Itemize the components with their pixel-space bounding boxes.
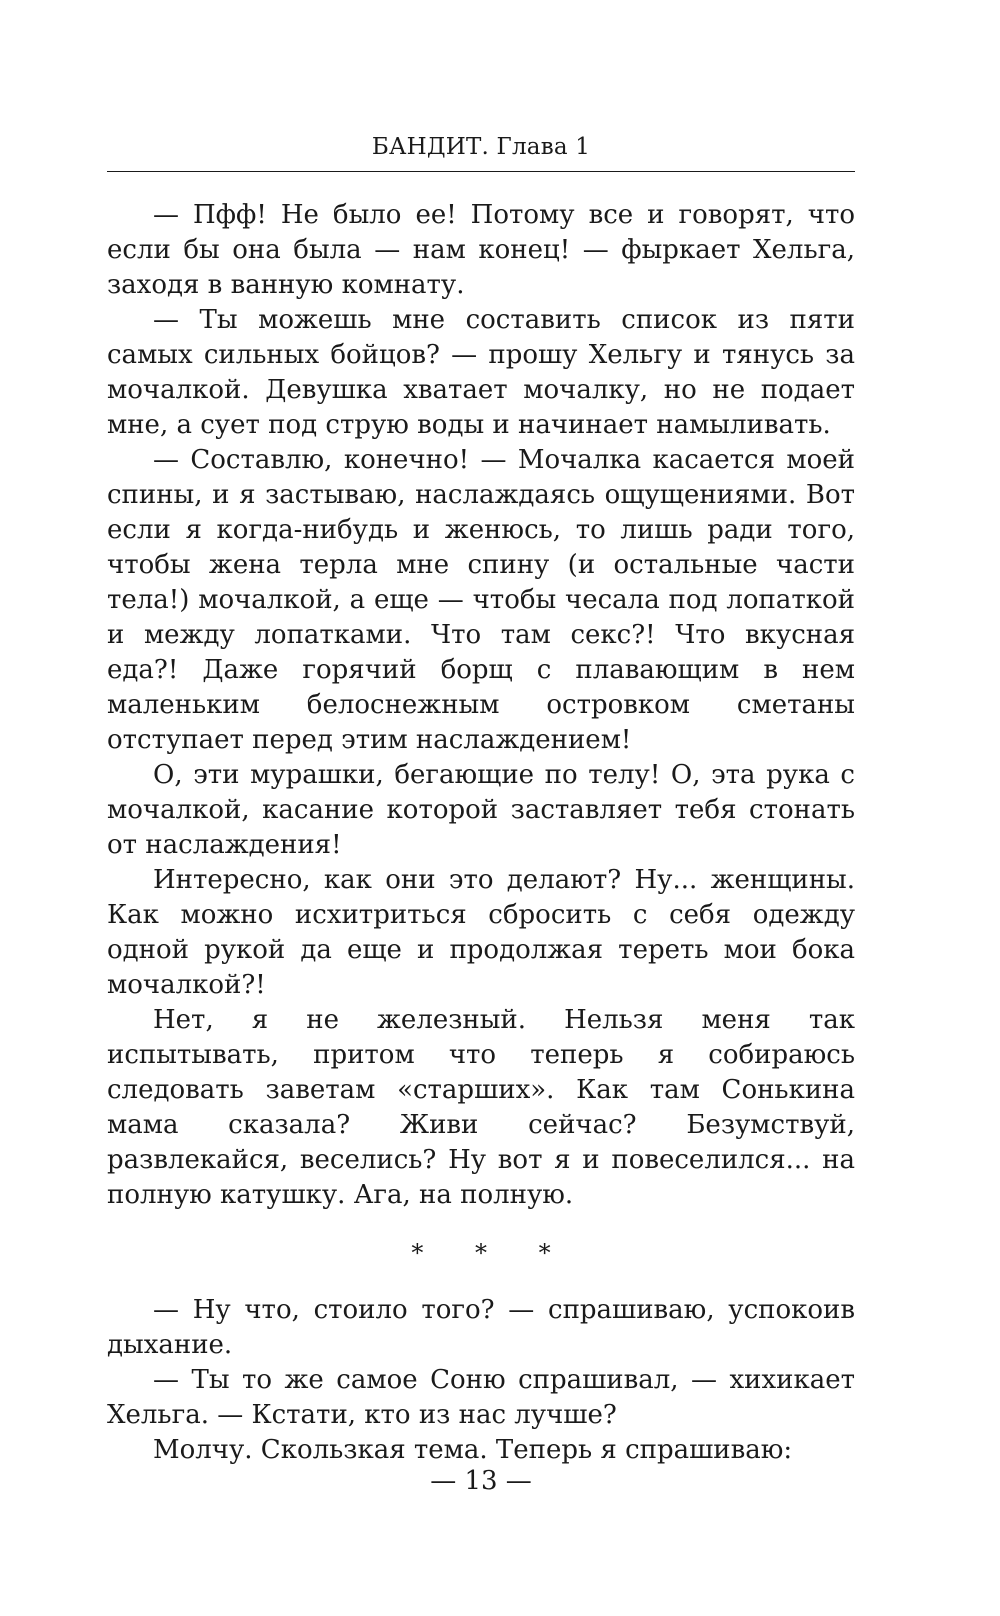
header-rule bbox=[107, 171, 855, 172]
running-head: БАНДИТ. Глава 1 bbox=[371, 134, 591, 160]
paragraph: — Ты можешь мне составить список из пяти самых сильных бойцов? — прошу Хельгу и тянусь за мочалкой. Девушка хватает мочалку, но не подает мне, а сует под струю воды и начинает намыливать. bbox=[107, 305, 855, 440]
paragraph: Интересно, как они это делают? Ну... женщины. Как можно исхитриться сбросить с себя одежду одной рукой да еще и продолжая тереть мои бока мочалкой?! bbox=[107, 865, 855, 1000]
paragraph: — Ну что, стоило того? — спрашиваю, успокоив дыхание. bbox=[107, 1295, 855, 1360]
page-number: — 13 — bbox=[430, 1466, 532, 1496]
body-text bbox=[107, 198, 855, 1468]
paragraph: — Ты то же самое Соню спрашивал, — хихикает Хельга. — Кстати, кто из нас лучше? bbox=[107, 1365, 855, 1430]
paragraph: О, эти мурашки, бегающие по телу! О, эта рука с мочалкой, касание которой заставляет тебя стонать от наслаждения! bbox=[107, 760, 855, 860]
scene-break: * * * bbox=[411, 1239, 573, 1267]
paragraph: — Пфф! Не было ее! Потому все и говорят, что если бы она была — нам конец! — фыркает Хельга, заходя в ванную комнату. bbox=[107, 200, 855, 300]
paragraph: — Составлю, конечно! — Мочалка касается моей спины, и я застываю, наслаждаясь ощущениями. Вот если я когда-нибудь и женюсь, то лишь ради того, чтобы жена терла мне спину (и остальные части тела!) мочалкой, а еще — чтобы чесала под лопаткой и между лопатками. Что там секс?! Что вкусная еда?! Даже горячий борщ с плавающим в нем маленьким белоснежным островком сметаны отступает перед этим наслаждением! bbox=[107, 445, 855, 755]
paragraph: Нет, я не железный. Нельзя меня так испытывать, притом что теперь я собираюсь следовать заветам «старших». Как там Сонькина мама сказала? Живи сейчас? Безумствуй, развлекайся, веселись? Ну вот я и повеселился... на полную катушку. Ага, на полную. bbox=[107, 1005, 855, 1210]
paragraph: Молчу. Скользкая тема. Теперь я спрашиваю: bbox=[153, 1435, 793, 1465]
